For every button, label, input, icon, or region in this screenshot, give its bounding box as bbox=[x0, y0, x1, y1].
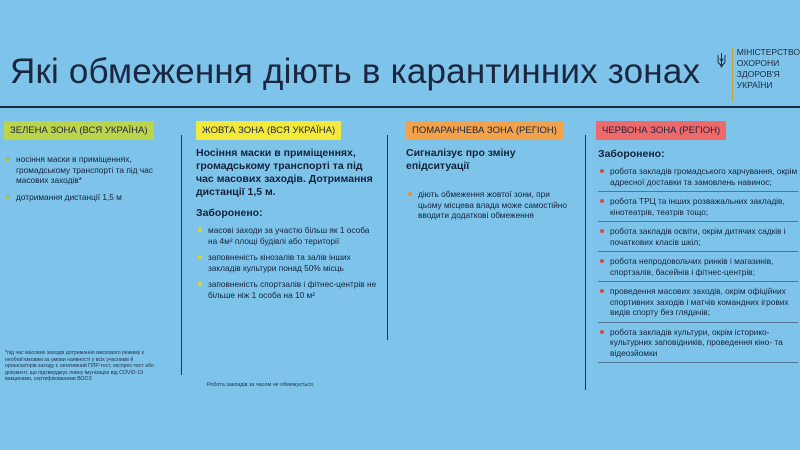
list-item: масові заходи за участю більш як 1 особа на 4м² площі будівлі або території bbox=[196, 225, 378, 246]
yellow-zone-heading: Носіння маски в приміщеннях, громадському транспорті та під час масових заходів. Дотримання дистанції 1,5 м. bbox=[196, 147, 373, 198]
orange-zone-badge: ПОМАРАНЧЕВА ЗОНА (РЕГІОН) bbox=[406, 121, 563, 140]
title-divider bbox=[0, 106, 800, 108]
list-item: проведення масових заходів, окрім офіційних спортивних заходів і матчів командних ігрових видів спорту без глядачів; bbox=[598, 286, 798, 323]
list-item: робота ТРЦ та інших розважальних закладів, кінотеатрів, театрів тощо; bbox=[598, 196, 798, 222]
yellow-zone-badge: ЖОВТА ЗОНА (ВСЯ УКРАЇНА) bbox=[196, 121, 341, 140]
ministry-logo bbox=[716, 47, 800, 101]
list-item: робота закладів громадського харчування, окрім адресної доставки та замовлень навинос; bbox=[598, 166, 798, 192]
list-item: дотримання дистанції 1,5 м bbox=[4, 192, 168, 203]
red-zone-column bbox=[592, 120, 798, 367]
list-item: робота закладів освіти, окрім дитячих садків і початкових класів шкіл; bbox=[598, 226, 798, 252]
list-item: робота непродовольчих ринків і магазинів, спортзалів, басейнів і фітнес-центрів; bbox=[598, 256, 798, 282]
list-item: заповненість спортзалів і фітнес-центрів не більше ніж 1 особа на 10 м² bbox=[196, 279, 378, 300]
ministry-name: МІНІСТЕРСТВО ОХОРОНИ ЗДОРОВ'Я УКРАЇНИ bbox=[736, 47, 800, 90]
orange-zone-list bbox=[406, 189, 574, 221]
ministry-divider bbox=[732, 47, 733, 101]
yellow-zone-footnote: Робота закладів за часом не обмежується. bbox=[207, 382, 315, 388]
column-divider bbox=[585, 135, 586, 390]
column-divider bbox=[181, 135, 182, 375]
trident-icon bbox=[716, 49, 727, 71]
page-title: Які обмеження діють в карантинних зонах bbox=[10, 52, 701, 91]
red-zone-subheading: Заборонено: bbox=[598, 148, 665, 160]
green-zone-column bbox=[0, 120, 168, 208]
yellow-zone-list bbox=[196, 225, 378, 300]
list-item: робота закладів культури, окрім історико-культурних заповідників, проведення кіно- та відеозйомки bbox=[598, 327, 798, 364]
list-item: діють обмеження жовтої зони, при цьому місцева влада може самостійно вводити додаткові обмеження bbox=[406, 189, 574, 221]
yellow-zone-subheading: Заборонено: bbox=[196, 207, 263, 219]
list-item: заповненість кінозалів та залів інших закладів культури понад 50% місць bbox=[196, 252, 378, 273]
green-zone-list bbox=[4, 154, 168, 202]
red-zone-list bbox=[598, 166, 798, 363]
green-zone-footnote: *під час масових заходів дотримання маскового режиму є необов'язковим за умови наявності у всіх учасників й організаторів заходу є негативний ПЛР-тест, експрес-тест або документ, що підтверджує повну імунізацію від COVID-19 вакцинами, сертифікованими ВООЗ bbox=[5, 350, 155, 383]
green-zone-badge: ЗЕЛЕНА ЗОНА (ВСЯ УКРАЇНА) bbox=[4, 121, 154, 140]
orange-zone-column bbox=[394, 120, 574, 227]
red-zone-badge: ЧЕРВОНА ЗОНА (РЕГІОН) bbox=[596, 121, 726, 140]
orange-zone-heading: Сигналізує про зміну епідситуації bbox=[406, 147, 516, 172]
column-divider bbox=[387, 135, 388, 340]
yellow-zone-column bbox=[188, 120, 378, 306]
list-item: носіння маски в приміщеннях, громадському транспорті та під час масових заходів* bbox=[4, 154, 168, 186]
